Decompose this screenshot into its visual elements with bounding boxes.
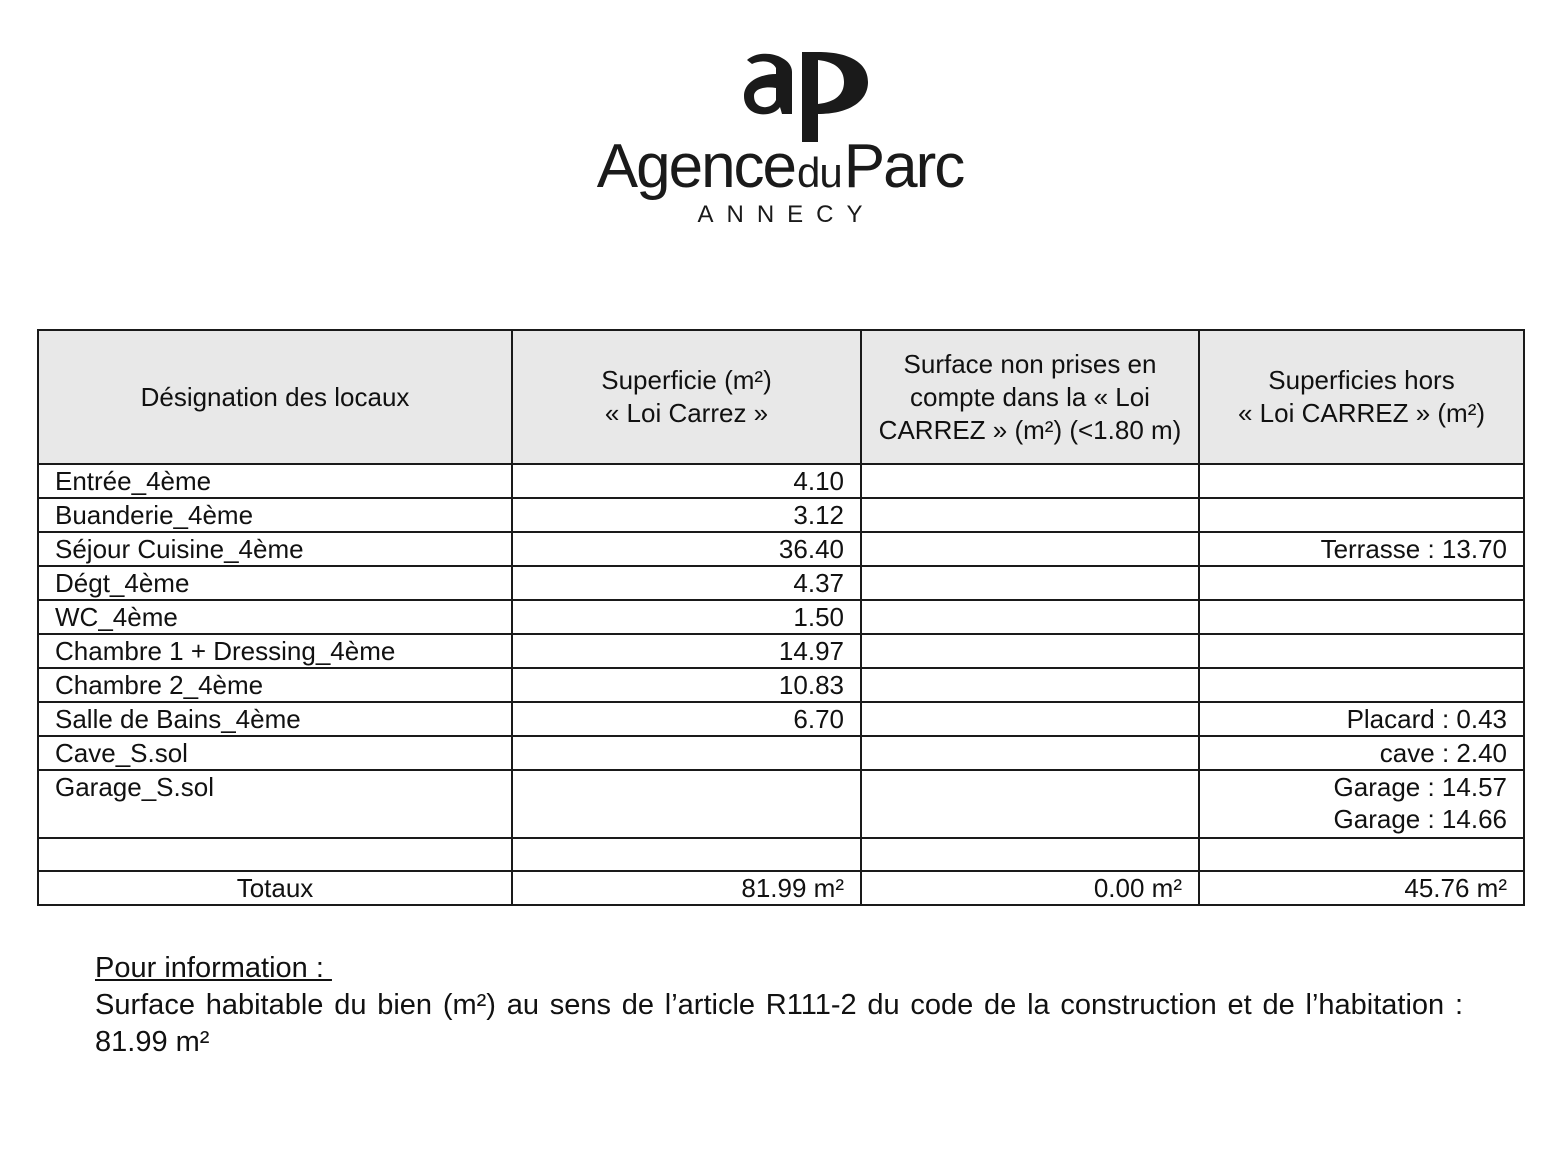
totals-row [38, 871, 1524, 905]
cell-carrez [512, 770, 861, 838]
cell-designation: Dégt_4ème [38, 566, 512, 600]
header-superficie-line1: Superficie (m²) [601, 365, 772, 395]
cell-designation: WC_4ème [38, 600, 512, 634]
brand-name-small: du [797, 149, 842, 196]
cell-non-prises [861, 566, 1199, 600]
cell-carrez: 10.83 [512, 668, 861, 702]
cell-designation: Garage_S.sol [38, 770, 512, 838]
hors-carrez-line: Placard : 0.43 [1346, 704, 1507, 734]
cell-hors-carrez [1199, 498, 1524, 532]
info-text: Surface habitable du bien (m²) au sens de l’article R111-2 du code de la construction et de l’habitation : 81.99 m² [95, 989, 1463, 1058]
cell-designation: Chambre 1 + Dressing_4ème [38, 634, 512, 668]
header-superficie-carrez [512, 330, 861, 464]
cell-hors-carrez [1199, 702, 1524, 736]
cell-designation [38, 838, 512, 871]
cell-carrez: 14.97 [512, 634, 861, 668]
cell-designation: Entrée_4ème [38, 464, 512, 498]
cell-carrez [512, 736, 861, 770]
cell-carrez: 4.10 [512, 464, 861, 498]
cell-non-prises [861, 600, 1199, 634]
header-superficie-line2: « Loi Carrez » [604, 398, 769, 428]
table-header-row [38, 330, 1524, 464]
cell-non-prises [861, 736, 1199, 770]
cell-non-prises [861, 838, 1199, 871]
cell-hors-carrez [1199, 532, 1524, 566]
table-row [38, 702, 1524, 736]
hors-carrez-line: Garage : 14.66 [1333, 804, 1507, 834]
cell-carrez: 4.37 [512, 566, 861, 600]
brand-name-main: Agence [596, 132, 796, 201]
cell-hors-carrez [1199, 770, 1524, 838]
cell-hors-carrez [1199, 464, 1524, 498]
cell-non-prises [861, 668, 1199, 702]
cell-hors-carrez [1199, 600, 1524, 634]
cell-hors-carrez [1199, 668, 1524, 702]
table-row [38, 838, 1524, 871]
header-designation: Désignation des locaux [38, 330, 512, 464]
total-carrez: 81.99 m² [512, 871, 861, 905]
surface-table [37, 329, 1525, 906]
header-hors-carrez [1199, 330, 1524, 464]
table-row [38, 498, 1524, 532]
cell-hors-carrez [1199, 566, 1524, 600]
table-row [38, 634, 1524, 668]
total-non-prises: 0.00 m² [861, 871, 1199, 905]
cell-hors-carrez [1199, 634, 1524, 668]
cell-non-prises [861, 498, 1199, 532]
cell-designation: Buanderie_4ème [38, 498, 512, 532]
cell-carrez: 6.70 [512, 702, 861, 736]
header-non-prises: Surface non prises en compte dans la « Loi CARREZ » (m²) (<1.80 m) [861, 330, 1199, 464]
hors-carrez-line: cave : 2.40 [1379, 738, 1507, 768]
cell-hors-carrez [1199, 736, 1524, 770]
cell-designation: Salle de Bains_4ème [38, 702, 512, 736]
hors-carrez-line: Garage : 14.57 [1333, 772, 1507, 802]
header-hors-line1: Superficies hors [1268, 365, 1455, 395]
table-row [38, 600, 1524, 634]
cell-designation: Séjour Cuisine_4ème [38, 532, 512, 566]
cell-designation: Cave_S.sol [38, 736, 512, 770]
cell-carrez [512, 838, 861, 871]
info-note [95, 950, 1463, 1061]
table-row [38, 566, 1524, 600]
table-row [38, 668, 1524, 702]
cell-carrez: 36.40 [512, 532, 861, 566]
agency-logo [0, 30, 1560, 240]
table-row [38, 464, 1524, 498]
cell-hors-carrez [1199, 838, 1524, 871]
ap-monogram-icon [730, 38, 880, 143]
header-hors-line2: « Loi CARREZ » (m²) [1237, 398, 1486, 428]
table-row [38, 532, 1524, 566]
cell-carrez: 1.50 [512, 600, 861, 634]
table-row [38, 736, 1524, 770]
brand-name [0, 132, 1560, 208]
total-hors-carrez: 45.76 m² [1199, 871, 1524, 905]
cell-non-prises [861, 634, 1199, 668]
hors-carrez-line: Terrasse : 13.70 [1320, 534, 1507, 564]
cell-non-prises [861, 770, 1199, 838]
info-title: Pour information : [95, 952, 332, 984]
brand-city: ANNECY [697, 201, 876, 228]
cell-designation: Chambre 2_4ème [38, 668, 512, 702]
brand-name-end: Parc [843, 132, 964, 201]
table-row [38, 770, 1524, 838]
total-label: Totaux [38, 871, 512, 905]
cell-carrez: 3.12 [512, 498, 861, 532]
cell-non-prises [861, 464, 1199, 498]
cell-non-prises [861, 702, 1199, 736]
cell-non-prises [861, 532, 1199, 566]
table-body [38, 464, 1524, 905]
